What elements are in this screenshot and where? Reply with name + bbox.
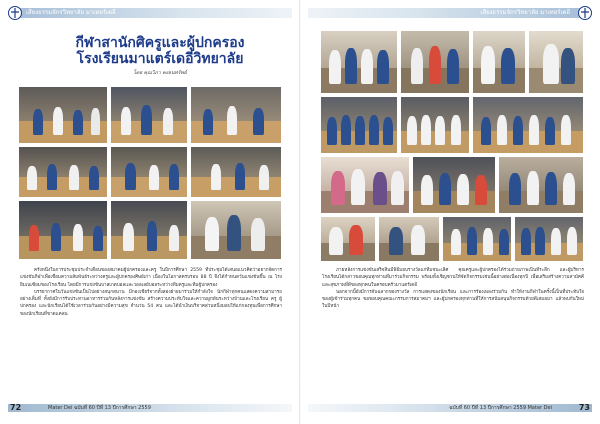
photo-basketball-6 (190, 146, 282, 198)
photo-award-1 (320, 216, 376, 262)
photo-group-3 (472, 30, 526, 94)
article-title-line2: โรงเรียนมาแตร์เดอีวิทยาลัย (76, 51, 244, 67)
left-header-text: เสียงธรรมจักรวิทยาลัย มาเทอร์เดอี (26, 9, 116, 16)
photo-award-4 (514, 216, 584, 262)
photo-basketball-4 (18, 146, 108, 198)
right-footer-info: ฉบับที่ 60 ปีที่ 13 ปีการศึกษา 2559 Mater Dei (449, 405, 552, 411)
photo-team-1 (320, 96, 398, 154)
article-title-line1: กีฬาสานักศิครูและผู้ปกครอง (75, 35, 245, 51)
photo-volleyball-1 (18, 200, 108, 260)
article-byline: โดย คุณวิภา คงธนทรัพย์ (133, 70, 187, 76)
photo-ceremony-1 (190, 200, 282, 260)
photo-team-2 (400, 96, 470, 154)
photo-basketball-1 (18, 86, 108, 144)
page-number-right: 73 (578, 403, 590, 412)
school-logo-icon (578, 6, 592, 20)
photo-group-2 (400, 30, 470, 94)
photo-basketball-3 (190, 86, 282, 144)
photo-award-2 (378, 216, 440, 262)
right-body-text (322, 267, 584, 393)
photo-teachers-1 (320, 156, 410, 214)
right-header (308, 6, 592, 20)
right-page (300, 0, 600, 424)
right-paragraph: นอกจากนี้ยังมีการจับฉลากของรางวัล การแสดงของนักเรียน และการร้องเพลงร่วมกัน ทำให้งานกีฬาในครั้งนี้เป็นที่ประทับใจของผู้เข้าร่วมทุกคน ขอขอบคุณคณะกรรมการสมาคมฯ และผู้ปกครองทุกท่านที่ให้การสนับสนุนกิจกรรมด้วยดีเสมอมา แล้วพบกันใหม่ในปีหน้า (322, 289, 584, 310)
right-paragraph: ภายหลังการแข่งขันเสร็จสิ้นมีพิธีมอบรางวัลแก่ทีมชนะเลิศ คุณครูและผู้ปกครองได้ร่วมถ่ายภาพเป็นที่ระลึก และผู้บริหารโรงเรียนได้กล่าวขอบคุณทุกท่านที่มาร่วมกิจกรรม พร้อมทั้งเชิญชวนให้จัดกิจกรรมเช่นนี้อย่างต่อเนื่องทุกปี เพื่อเสริมสร้างความสามัคคีและสุขภาพที่ดีของทุกคนในครอบครัวมาแตร์เดอี (322, 268, 584, 288)
left-paragraph: ครั้งหนึ่งในการประชุมประจำเดือนของสมาคมผู้ปกครองและครู ในปีการศึกษา 2559 ที่ประชุมได้เสนอแนวคิดว่าอยากจัดการแข่งขันกีฬาเพื่อเชื่อมความสัมพันธ์ระหว่างครูและผู้ปกครองศิษย์เก่า เนื่องในโอกาสครบรอบ 88 ปี จึงได้กำหนดวันแข่งขันขึ้น ณ โรงยิมเนเซียมของโรงเรียน โดยมีการแข่งขันบาสเกตบอลและวอลเลย์บอลระหว่างทีมครูและทีมผู้ปกครอง (20, 268, 282, 288)
left-footer-info: Mater Dei ฉบับที่ 60 ปีที่ 13 ปีการศึกษา 2559 (48, 405, 151, 411)
photo-basketball-2 (110, 86, 188, 144)
left-paragraph: บรรยากาศในวันแข่งขันเป็นไปอย่างสนุกสนาน มีกองเชียร์จากทั้งสองฝ่ายมาร่วมให้กำลังใจ นักกีฬาทุกคนแสดงความสามารถอย่างเต็มที่ ทั้งยังมีการรับประทานอาหารร่วมกันหลังการแข่งขัน สร้างความประทับใจและความผูกพันระหว่างบ้านและโรงเรียน ครู ผู้ปกครอง และนักเรียนได้ใช้เวลาร่วมกันอย่างมีความสุข จำนวน 54 คน และได้นำเงินบริจาคส่วนหนึ่งมอบให้แก่กองทุนเพื่อการศึกษาของนักเรียนที่ขาดแคลน (20, 289, 282, 317)
photo-crowd-1 (412, 156, 496, 214)
left-footer (8, 402, 292, 414)
photo-volleyball-2 (110, 200, 188, 260)
right-footer (308, 402, 592, 414)
photo-portrait-1 (528, 30, 584, 94)
right-header-text: เสียงธรรมจักรวิทยาลัย มาเทอร์เดอี (480, 9, 570, 16)
left-body-text (20, 267, 282, 393)
photo-group-1 (320, 30, 398, 94)
photo-team-3 (472, 96, 584, 154)
left-header (8, 6, 292, 20)
page-number-left: 72 (10, 403, 22, 412)
photo-award-3 (442, 216, 512, 262)
photo-basketball-5 (110, 146, 188, 198)
school-logo-icon (8, 6, 22, 20)
photo-crowd-2 (498, 156, 584, 214)
